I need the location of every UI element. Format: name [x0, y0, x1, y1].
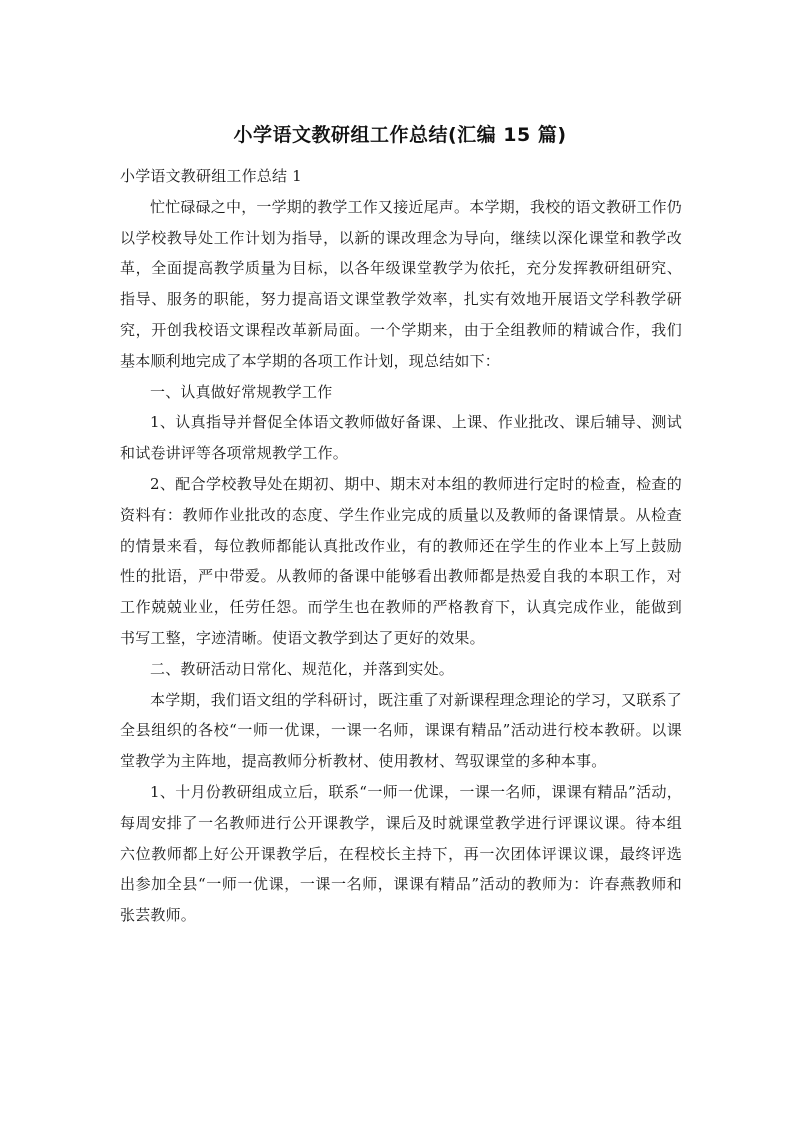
document-title: 小学语文教研组工作总结(汇编 15 篇)	[233, 124, 567, 146]
heading-research-activities: 二、教研活动日常化、规范化，并落到实处。	[150, 659, 455, 678]
heading-routine-teaching: 一、认真做好常规教学工作	[150, 382, 333, 401]
paragraph-october: 1、十月份教研组成立后，联系“一师一优课，一课一名师，课课有精品”活动，每周安排了一名教师进行公开课教学，课后及时就课堂教学进行评课议课。待本组六位教师都上好公开课教学后，在程校长主持下，再一次团体评课议课，最终评选出参加全县“一师一优课，一课一名师，课课有精品”活动的教师为：许春燕教师和张芸教师。	[120, 782, 682, 925]
paragraph-item-1: 1、认真指导并督促全体语文教师做好备课、上课、作业批改、课后辅导、测试和试卷讲评等各项常规教学工作。	[120, 413, 682, 463]
paragraph-semester: 本学期，我们语文组的学科研讨，既注重了对新课程理念理论的学习，又联系了全县组织的各校“一师一优课，一课一名师，课课有精品”活动进行校本教研。以课堂教学为主阵地，提高教师分析教材、使用教材、驾驭课堂的多种本事。	[120, 690, 683, 771]
section-subtitle: 小学语文教研组工作总结 1	[120, 167, 302, 185]
document-body	[120, 161, 682, 931]
paragraph-intro: 忙忙碌碌之中，一学期的教学工作又接近尾声。本学期，我校的语文教研工作仍以学校教导处工作计划为指导，以新的课改理念为导向，继续以深化课堂和教学改革，全面提高教学质量为目标，以各年级课堂教学为依托，充分发挥教研组研究、指导、服务的职能，努力提高语文课堂教学效率，扎实有效地开展语文学科教学研究，开创我校语文课程改革新局面。一个学期来，由于全组教师的精诚合作，我们基本顺利地完成了本学期的各项工作计划，现总结如下：	[120, 197, 683, 370]
paragraph-item-2: 2、配合学校教导处在期初、期中、期末对本组的教师进行定时的检查，检查的资料有：教师作业批改的态度、学生作业完成的质量以及教师的备课情景。从检查的情景来看，每位教师都能认真批改作业，有的教师还在学生的作业本上写上鼓励性的批语，严中带爱。从教师的备课中能够看出教师都是热爱自我的本职工作，对工作兢兢业业，任劳任怨。而学生也在教师的严格教育下，认真完成作业，能做到书写工整，字迹清晰。使语文教学到达了更好的效果。	[120, 474, 682, 647]
